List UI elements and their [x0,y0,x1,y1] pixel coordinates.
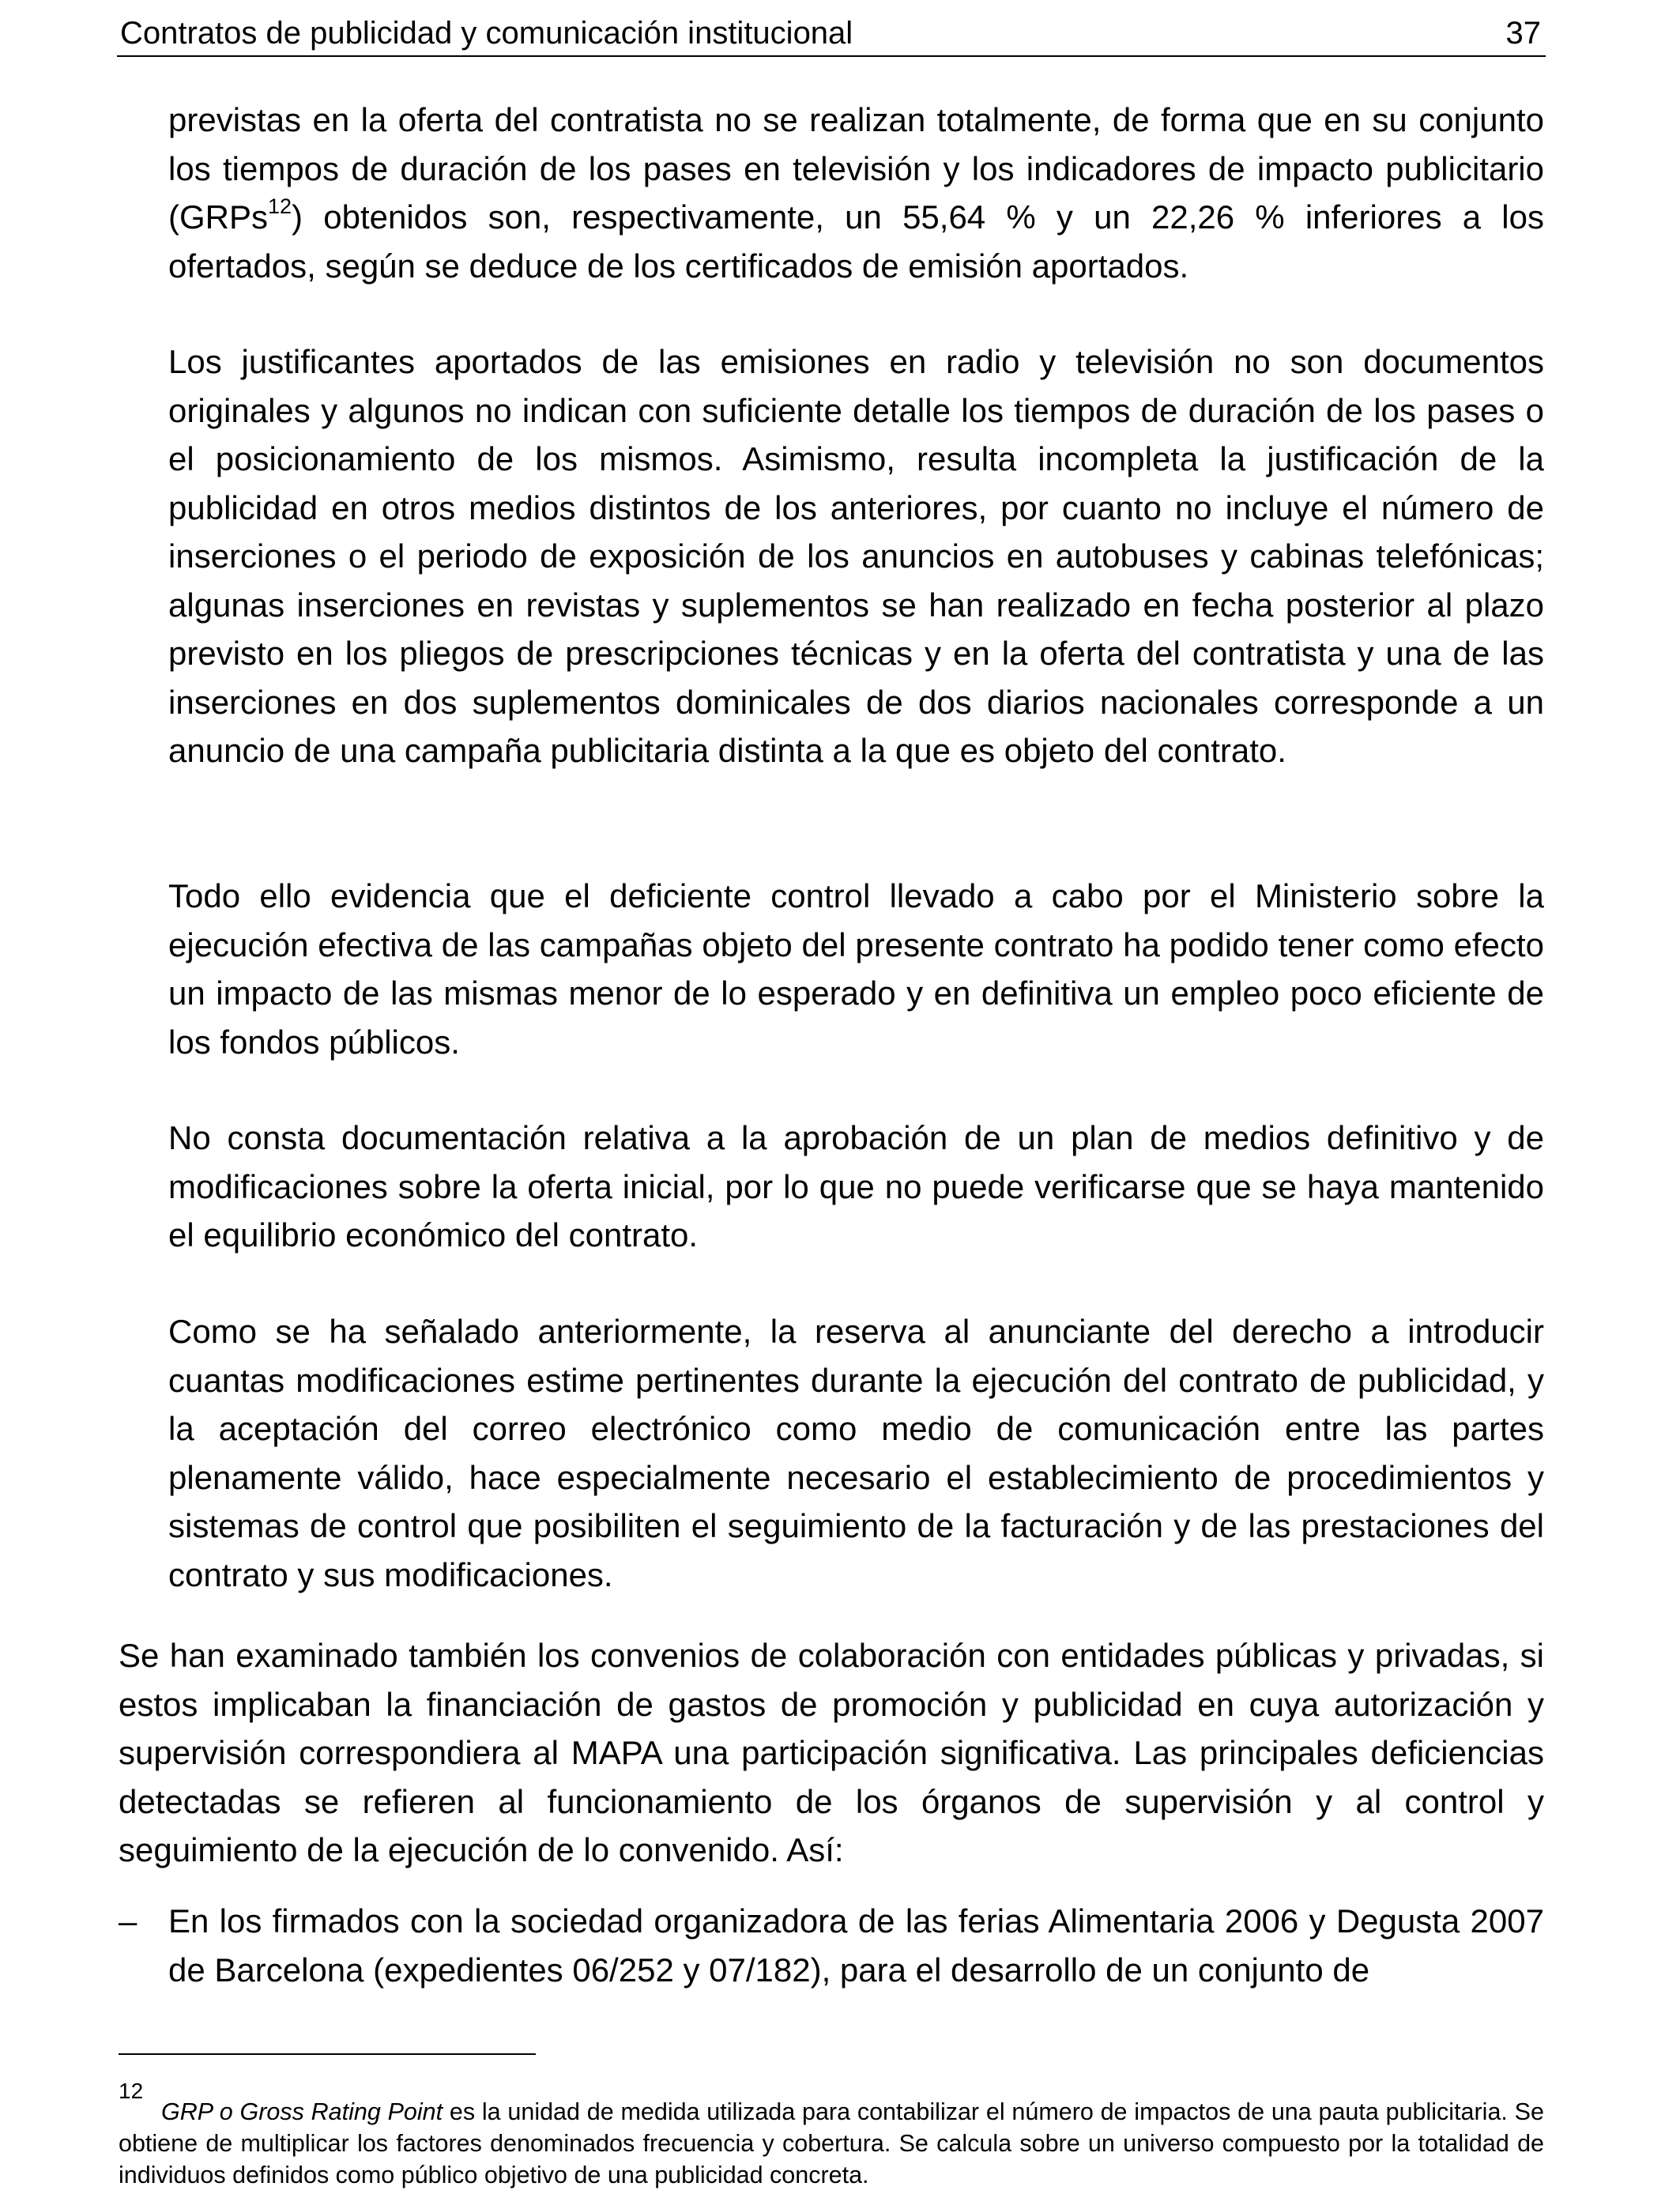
footnote-reference[interactable]: 12 [268,194,292,218]
footnote-separator [119,2053,536,2055]
running-title: Contratos de publicidad y comunicación institucional [120,16,853,51]
footnote-term: GRP o Gross Rating Point [161,2098,443,2125]
footnote-body: es la unidad de medida utilizada para contabilizar el número de impactos de una pauta publicitaria. Se obtiene de multiplicar los factores denominados frecuencia y cobertura. Se calcula sobre un universo compuesto por la totalidad de individuos definidos como público objetivo de una publicidad concreta. [119,2098,1544,2188]
page-number: 37 [1505,16,1541,51]
footnote-number: 12 [119,2079,144,2103]
paragraph-1-text-b: ) obtenidos son, respectivamente, un 55,64 % y un 22,26 % inferiores a los ofertados, según se deduce de los certificados de emisión aportados. [168,198,1544,285]
footnote-text [119,2096,1544,2191]
paragraph-1 [168,96,1544,290]
paragraph-5: Como se ha señalado anteriormente, la reserva al anunciante del derecho a introducir cuantas modificaciones estime pertinentes durante la ejecución del contrato de publicidad, y la aceptación del correo electrónico como medio de comunicación entre las partes plenamente válido, hace especialmente necesario el establecimiento de procedimientos y sistemas de control que posibiliten el seguimiento de la facturación y de las prestaciones del contrato y sus modificaciones. [168,1313,1544,1593]
page-header [117,11,1546,57]
paragraph-1-text-a: previstas en la oferta del contratista no se realizan totalmente, de forma que en su conjunto los tiempos de duración de los pases en televisión y los indicadores de impacto publicitario (GRPs [168,101,1544,236]
paragraph-3: Todo ello evidencia que el deficiente control llevado a cabo por el Ministerio sobre la ejecución efectiva de las campañas objeto del presente contrato ha podido tener como efecto un impacto de las mismas menor de lo esperado y en definitiva un empleo poco eficiente de los fondos públicos. [168,877,1544,1061]
paragraph-4: No consta documentación relativa a la aprobación de un plan de medios definitivo y de modificaciones sobre la oferta inicial, por lo que no puede verificarse que se haya mantenido el equilibrio económico del contrato. [168,1119,1544,1253]
bullet-item-text: En los firmados con la sociedad organizadora de las ferias Alimentaria 2006 y Degusta 2007 de Barcelona (expedientes 06/252 y 07/182), para el desarrollo de un conjunto de [168,1902,1544,1989]
paragraph-6: Se han examinado también los convenios de colaboración con entidades públicas y privadas, si estos implicaban la financiación de gastos de promoción y publicidad en cuya autorización y supervisión correspondiera al MAPA una participación significativa. Las principales deficiencias detectadas se refieren al funcionamiento de los órganos de supervisión y al control y seguimiento de la ejecución de lo convenido. Así: [119,1637,1544,1868]
paragraph-2: Los justificantes aportados de las emisiones en radio y televisión no son documentos originales y algunos no indican con suficiente detalle los tiempos de duración de los pases o el posicionamiento de los mismos. Asimismo, resulta incompleta la justificación de la publicidad en otros medios distintos de los anteriores, por cuanto no incluye el número de inserciones o el periodo de exposición de los anuncios en autobuses y cabinas telefónicas; algunas inserciones en revistas y suplementos se han realizado en fecha posterior al plazo previsto en los pliegos de prescripciones técnicas y en la oferta del contratista y una de las inserciones en dos suplementos dominicales de dos diarios nacionales corresponde a un anuncio de una campaña publicitaria distinta a la que es objeto del contrato. [168,343,1544,769]
bullet-dash-icon: – [119,1902,137,1940]
